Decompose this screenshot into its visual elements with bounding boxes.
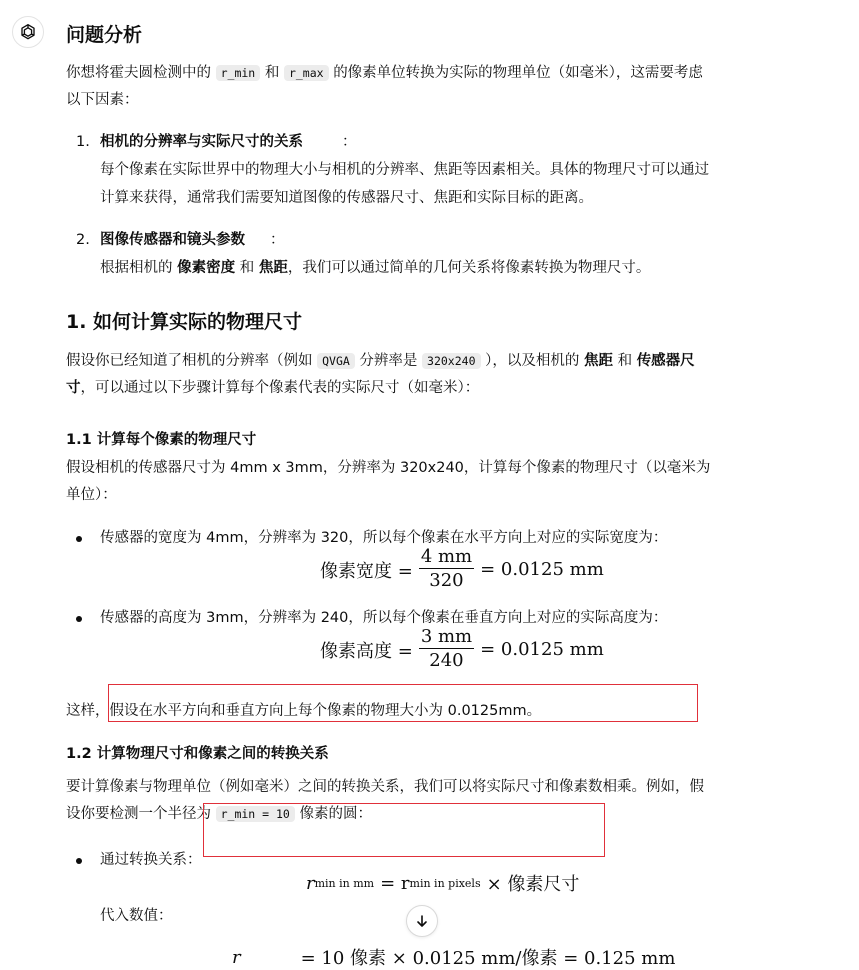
- bold-text: 传感器尺: [636, 353, 695, 369]
- math-sub: min in pixels: [409, 876, 481, 890]
- bullet-dot: [76, 536, 82, 542]
- bold-text: 像素密度: [177, 260, 236, 276]
- list-number: 2.: [76, 232, 90, 248]
- math-text: × 像素尺寸: [486, 874, 580, 895]
- list-item-text: 每个像素在实际世界中的物理大小与相机的分辨率、焦距等因素相关。具体的物理尺寸可以通过: [100, 162, 709, 178]
- text: 和: [617, 353, 633, 369]
- text: 和: [239, 260, 255, 276]
- numerator: 3 mm: [420, 626, 473, 647]
- heading-subsection-1-1: 1.1 计算每个像素的物理尺寸: [66, 432, 257, 448]
- text: ），以及相机的: [485, 353, 580, 369]
- math-text: 像素高度 =: [320, 640, 413, 662]
- text: 这样，: [66, 703, 110, 719]
- bullet-dot: [76, 858, 82, 864]
- math-text: = 0.0125 mm: [480, 559, 604, 580]
- arrow-down-icon: [415, 914, 429, 928]
- text: 设你要检测一个半径为: [66, 806, 211, 822]
- text: ，我们可以通过简单的几何关系将像素转换为物理尺寸。: [287, 260, 651, 276]
- list-item-text: 代入数值：: [100, 908, 173, 924]
- code-r-min-10: r_min = 10: [216, 806, 295, 822]
- text: 假设你已经知道了相机的分辨率（例如: [66, 353, 313, 369]
- text: 要计算像素与物理单位（例如毫米）之间的转换关系，我们可以将实际尺寸和像素数相乘。例如，假: [66, 779, 704, 795]
- bold-text: 焦距: [258, 260, 288, 276]
- assistant-avatar: [12, 16, 44, 48]
- colon: ：: [342, 134, 357, 150]
- list-item-text: 计算来获得，通常我们需要知道图像的传感器尺寸、焦距和实际目标的距离。: [100, 190, 593, 206]
- math-text: = 0.0125 mm: [480, 639, 604, 660]
- colon: ：: [270, 232, 285, 248]
- sub1-1-paragraph: [66, 455, 821, 509]
- equation-pixel-height: [320, 626, 604, 673]
- intro-paragraph: [66, 60, 821, 114]
- denominator: 320: [429, 570, 464, 591]
- intro-text: 你想将霍夫圆检测中的: [66, 65, 211, 81]
- highlight-box: [203, 803, 605, 857]
- section1-paragraph: [66, 348, 821, 402]
- scroll-to-bottom-button[interactable]: [406, 905, 438, 937]
- text: 分辨率是: [359, 353, 418, 369]
- list-item-text: 通过转换关系：: [100, 852, 202, 868]
- list-item-text: 传感器的宽度为 4mm，分辨率为 320，所以每个像素在水平方向上对应的实际宽度为：: [100, 530, 668, 546]
- code-qvga: QVGA: [317, 353, 355, 369]
- heading-section-1: 1. 如何计算实际的物理尺寸: [66, 311, 303, 333]
- openai-logo-icon: [18, 22, 38, 42]
- denominator: 240: [429, 650, 464, 671]
- math-var: r: [306, 872, 315, 894]
- bullet-dot: [76, 616, 82, 622]
- text: 单位）：: [66, 487, 117, 503]
- equation-substitution: [232, 944, 675, 970]
- intro-text: 以下因素：: [66, 92, 139, 108]
- text: ，可以通过以下步骤计算每个像素代表的实际尺寸（如毫米）：: [80, 380, 480, 396]
- math-text: = r: [380, 872, 410, 894]
- list-item-text: [100, 258, 650, 278]
- list-item-title: 图像传感器和镜头参数: [100, 232, 245, 248]
- equation-conversion: [306, 870, 579, 896]
- math-sub: min in mm: [314, 876, 375, 890]
- bold-text: 焦距: [583, 353, 613, 369]
- math-text: 像素宽度 =: [320, 560, 413, 582]
- code-r-min: r_min: [216, 65, 261, 81]
- fraction: [419, 546, 474, 593]
- text: 根据相机的: [100, 260, 173, 276]
- bold-text: 寸: [66, 380, 81, 396]
- numerator: 4 mm: [420, 546, 473, 567]
- heading-problem-analysis: 问题分析: [66, 24, 143, 46]
- list-item-title: 相机的分辨率与实际尺寸的关系: [100, 134, 303, 150]
- math-text: = 10 像素 × 0.0125 mm/像素 = 0.125 mm: [300, 948, 676, 969]
- intro-text: 的像素单位转换为实际的物理单位（如毫米），这需要考虑: [333, 65, 703, 81]
- list-number: 1.: [76, 134, 90, 150]
- code-r-max: r_max: [284, 65, 329, 81]
- fraction: [419, 626, 474, 673]
- code-resolution: 320x240: [422, 353, 480, 369]
- text: 假设相机的传感器尺寸为 4mm x 3mm，分辨率为 320x240，计算每个像素的物理尺寸（以毫米为: [66, 460, 711, 476]
- text: 像素的圆：: [299, 806, 372, 822]
- heading-subsection-1-2: 1.2 计算物理尺寸和像素之间的转换关系: [66, 746, 329, 762]
- highlighted-text: 假设在水平方向和垂直方向上每个像素的物理大小为 0.0125mm。: [109, 703, 542, 719]
- list-item-text: 传感器的高度为 3mm，分辨率为 240，所以每个像素在垂直方向上对应的实际高度为：: [100, 610, 668, 626]
- math-var: r: [232, 946, 241, 968]
- intro-text: 和: [264, 65, 280, 81]
- equation-pixel-width: [320, 546, 604, 593]
- highlight-box: [108, 684, 698, 722]
